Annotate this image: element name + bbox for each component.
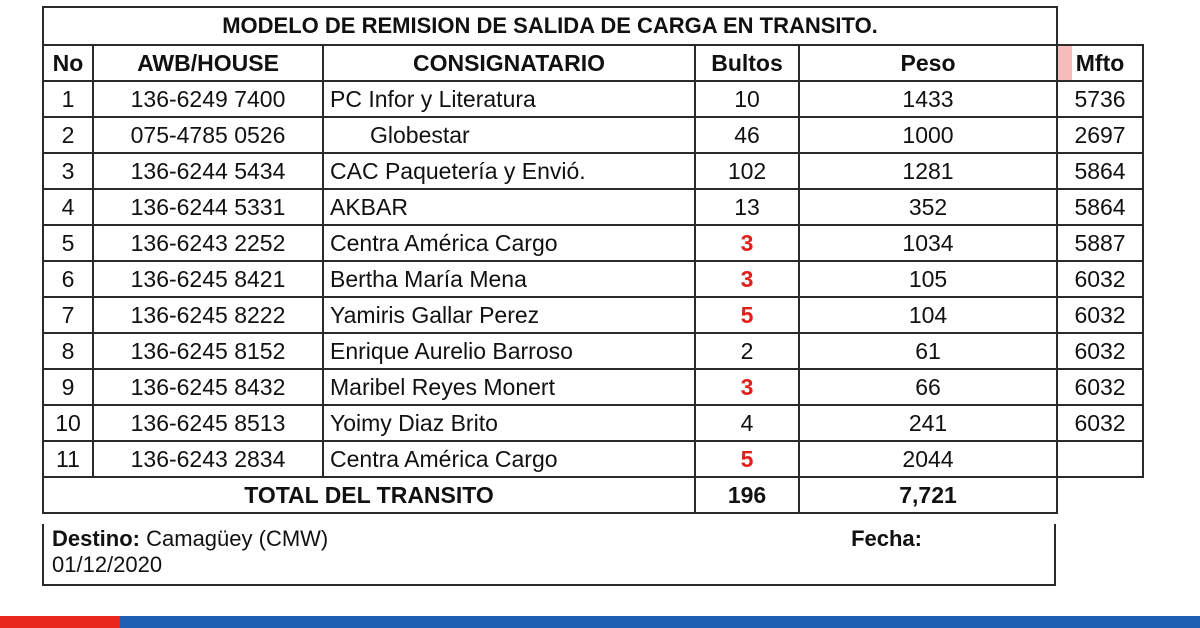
- table-row: [43, 297, 1143, 333]
- total-peso: 7,721: [799, 477, 1057, 513]
- footer-box: [42, 524, 1056, 586]
- table-row: [43, 117, 1143, 153]
- cell-bultos: 46: [695, 117, 799, 153]
- header-no: No: [43, 45, 93, 81]
- cell-bultos: 102: [695, 153, 799, 189]
- cell-mfto: 5864: [1057, 153, 1143, 189]
- header-awb: AWB/HOUSE: [93, 45, 323, 81]
- cell-mfto: 6032: [1057, 405, 1143, 441]
- remision-document: [42, 6, 1142, 514]
- table-row: [43, 225, 1143, 261]
- cell-awb: 136-6243 2834: [93, 441, 323, 477]
- cell-awb: 136-6244 5434: [93, 153, 323, 189]
- cell-bultos: 3: [695, 261, 799, 297]
- fecha-label: Fecha:: [851, 526, 922, 551]
- cell-peso: 105: [799, 261, 1057, 297]
- cell-no: 3: [43, 153, 93, 189]
- cell-consignatario: AKBAR: [323, 189, 695, 225]
- total-label: TOTAL DEL TRANSITO: [43, 477, 695, 513]
- table-row: [43, 261, 1143, 297]
- destino-field: [52, 526, 328, 552]
- table-row: [43, 153, 1143, 189]
- cell-awb: 136-6245 8421: [93, 261, 323, 297]
- title-empty-cell: [1057, 7, 1143, 45]
- cell-peso: 241: [799, 405, 1057, 441]
- table-body: [43, 81, 1143, 477]
- cell-consignatario: Yoimy Diaz Brito: [323, 405, 695, 441]
- cell-bultos: 13: [695, 189, 799, 225]
- table-row: [43, 369, 1143, 405]
- cell-no: 2: [43, 117, 93, 153]
- remision-table: [42, 6, 1144, 514]
- cell-peso: 1281: [799, 153, 1057, 189]
- cell-awb: 136-6249 7400: [93, 81, 323, 117]
- header-peso: Peso: [799, 45, 1057, 81]
- document-title: MODELO DE REMISION DE SALIDA DE CARGA EN TRANSITO.: [43, 7, 1057, 45]
- cell-awb: 136-6245 8222: [93, 297, 323, 333]
- cell-awb: 136-6243 2252: [93, 225, 323, 261]
- header-row: [43, 45, 1143, 81]
- cell-mfto: 6032: [1057, 333, 1143, 369]
- cell-consignatario: Yamiris Gallar Perez: [323, 297, 695, 333]
- cell-mfto: 6032: [1057, 261, 1143, 297]
- brand-bar-blue: [120, 616, 1200, 628]
- cell-consignatario: Centra América Cargo: [323, 441, 695, 477]
- cell-awb: 136-6245 8152: [93, 333, 323, 369]
- title-row: [43, 7, 1143, 45]
- cell-bultos: 5: [695, 297, 799, 333]
- cell-awb: 075-4785 0526: [93, 117, 323, 153]
- cell-consignatario: CAC Paquetería y Envió.: [323, 153, 695, 189]
- total-empty-cell: [1057, 477, 1143, 513]
- cell-peso: 2044: [799, 441, 1057, 477]
- header-mfto: Mfto: [1057, 45, 1143, 81]
- cell-consignatario: Maribel Reyes Monert: [323, 369, 695, 405]
- cell-peso: 61: [799, 333, 1057, 369]
- cell-awb: 136-6245 8513: [93, 405, 323, 441]
- cell-mfto: 5887: [1057, 225, 1143, 261]
- table-row: [43, 405, 1143, 441]
- cell-mfto: 6032: [1057, 297, 1143, 333]
- cell-bultos: 2: [695, 333, 799, 369]
- cell-peso: 1034: [799, 225, 1057, 261]
- cell-no: 4: [43, 189, 93, 225]
- destino-value: Camagüey (CMW): [146, 526, 329, 551]
- cell-no: 9: [43, 369, 93, 405]
- cell-bultos: 10: [695, 81, 799, 117]
- cell-awb: 136-6244 5331: [93, 189, 323, 225]
- cell-no: 10: [43, 405, 93, 441]
- cell-mfto: [1057, 441, 1143, 477]
- cell-peso: 104: [799, 297, 1057, 333]
- header-consignatario: CONSIGNATARIO: [323, 45, 695, 81]
- cell-mfto: 6032: [1057, 369, 1143, 405]
- table-row: [43, 441, 1143, 477]
- footer-line-1: [52, 526, 922, 552]
- table-row: [43, 333, 1143, 369]
- total-row: [43, 477, 1143, 513]
- cell-peso: 1433: [799, 81, 1057, 117]
- cell-no: 6: [43, 261, 93, 297]
- cell-bultos: 5: [695, 441, 799, 477]
- fecha-value: 01/12/2020: [52, 552, 163, 577]
- cell-consignatario: PC Infor y Literatura: [323, 81, 695, 117]
- cell-consignatario: Bertha María Mena: [323, 261, 695, 297]
- cell-peso: 352: [799, 189, 1057, 225]
- cell-no: 11: [43, 441, 93, 477]
- cell-no: 1: [43, 81, 93, 117]
- cell-consignatario: Centra América Cargo: [323, 225, 695, 261]
- cell-peso: 1000: [799, 117, 1057, 153]
- cell-bultos: 3: [695, 225, 799, 261]
- cell-no: 8: [43, 333, 93, 369]
- cell-bultos: 4: [695, 405, 799, 441]
- cell-consignatario: Enrique Aurelio Barroso: [323, 333, 695, 369]
- cell-consignatario: Globestar: [323, 117, 695, 153]
- header-bultos: Bultos: [695, 45, 799, 81]
- table-row: [43, 81, 1143, 117]
- brand-bar-red: [0, 616, 120, 628]
- cell-bultos: 3: [695, 369, 799, 405]
- cell-no: 5: [43, 225, 93, 261]
- cell-awb: 136-6245 8432: [93, 369, 323, 405]
- destino-label: Destino:: [52, 526, 140, 551]
- total-bultos: 196: [695, 477, 799, 513]
- table-row: [43, 189, 1143, 225]
- cell-peso: 66: [799, 369, 1057, 405]
- cell-no: 7: [43, 297, 93, 333]
- cell-mfto: 5864: [1057, 189, 1143, 225]
- cell-mfto: 5736: [1057, 81, 1143, 117]
- cell-mfto: 2697: [1057, 117, 1143, 153]
